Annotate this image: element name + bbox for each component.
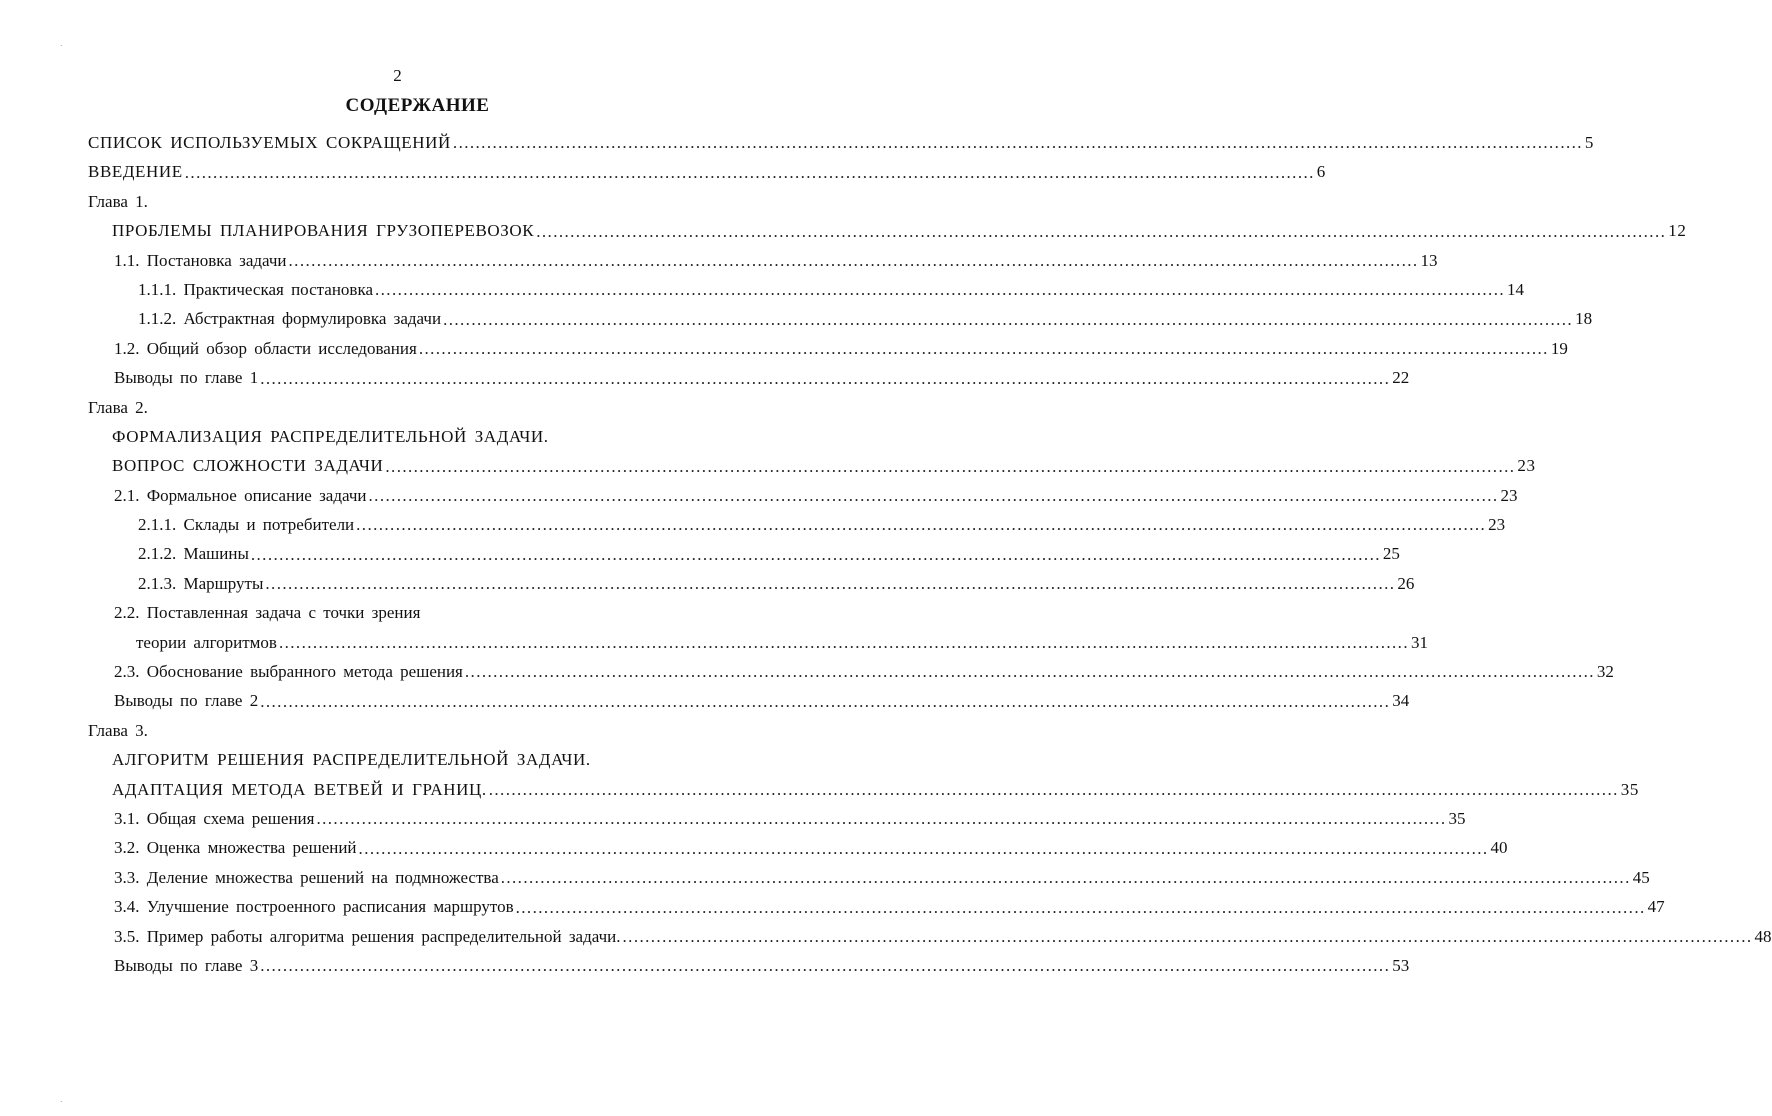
toc-entry-label: теории алгоритмов [136,632,277,652]
toc-entry-page: 19 [1550,338,1568,358]
dot-leader: ........................................................................................................................................................................................................ [358,838,1489,858]
toc-entry-page: 22 [1392,368,1410,388]
toc-entry-section[interactable] [88,657,1614,686]
toc-entry-page: 32 [1596,662,1614,682]
toc-entry-label: АЛГОРИТМ РЕШЕНИЯ РАСПРЕДЕЛИТЕЛЬНОЙ ЗАДАЧИ. [112,750,591,770]
toc-entry-abbreviations[interactable] [88,128,1595,157]
toc-entry-label: ПРОБЛЕМЫ ПЛАНИРОВАНИЯ ГРУЗОПЕРЕВОЗОК [112,221,535,241]
toc-entry-label: Глава 1. [88,191,148,211]
toc-entry-chapter-title-line [88,422,752,451]
toc-entry-chapter-title[interactable] [88,216,1687,245]
toc-entry-section-line [88,598,752,627]
toc-chapter-heading [88,393,752,422]
toc-entry-section[interactable] [88,833,1508,862]
dot-leader: ........................................................................................................................................................................................................ [316,809,1447,829]
dot-leader: ........................................................................................................................................................................................................ [385,456,1516,476]
toc-entry-section[interactable] [88,334,1568,363]
toc-entry-page: 5 [1584,133,1595,152]
toc-entry-page: 25 [1382,544,1400,564]
dot-leader: ........................................................................................................................................................................................................ [536,221,1667,241]
toc-entry-label: 3.1. Общая схема решения [114,808,315,828]
toc-entry-label: 2.2. Поставленная задача с точки зрения [114,603,421,623]
toc-entry-subsection[interactable] [88,304,1593,333]
toc-entry-page: 48 [1754,926,1772,946]
toc-entry-page: 45 [1632,867,1650,887]
toc-entry-page: 6 [1316,162,1326,182]
toc-entry-subsection[interactable] [88,569,1415,598]
toc-entry-label: 2.1.1. Склады и потребители [138,515,355,535]
dot-leader: ........................................................................................................................................................................................................ [184,162,1315,182]
toc-entry-conclusions[interactable] [88,686,1410,715]
toc-entry-label: 2.3. Обоснование выбранного метода решения [114,662,463,682]
toc-entry-label: 2.1. Формальное описание задачи [114,485,367,505]
toc-entry-subsection[interactable] [88,275,1524,304]
toc-entry-label: 1.1.2. Абстрактная формулировка задачи [138,309,442,329]
toc-entry-page: 14 [1507,279,1524,299]
toc-chapter-heading [88,187,752,216]
dot-leader: ........................................................................................................................................................................................................ [622,926,1753,946]
toc-entry-section[interactable] [88,804,1466,833]
toc-entry-page: 35 [1448,808,1466,828]
toc-entry-label: СПИСОК ИСПОЛЬЗУЕМЫХ СОКРАЩЕНИЙ [88,133,451,152]
dot-leader: ........................................................................................................................................................................................................ [464,662,1595,682]
toc-entry-label: 1.2. Общий обзор области исследования [114,338,417,358]
toc-entry-section[interactable] [88,863,1650,892]
dot-leader: ........................................................................................................................................................................................................ [356,515,1487,535]
toc-entry-label: 3.3. Деление множества решений на подмножества [114,867,499,887]
toc-entry-section[interactable] [88,628,1428,657]
scan-speck: · [60,42,63,50]
dot-leader: ........................................................................................................................................................................................................ [375,280,1505,300]
dot-leader: ........................................................................................................................................................................................................ [265,574,1396,594]
dot-leader: ........................................................................................................................................................................................................ [443,309,1574,329]
dot-leader: ........................................................................................................................................................................................................ [250,544,1381,564]
toc-entry-section[interactable] [88,922,1772,951]
dot-leader: ........................................................................................................................................................................................................ [368,486,1499,506]
toc-entry-subsection[interactable] [88,510,1506,539]
scan-speck: · [60,1098,63,1106]
toc-entry-label: 3.5. Пример работы алгоритма решения распределительной задачи. [114,926,621,946]
toc-entry-page: 23 [1488,515,1506,535]
dot-leader: ........................................................................................................................................................................................................ [260,368,1391,388]
toc-entry-chapter-title[interactable] [88,451,1536,480]
toc-entry-page: 31 [1410,632,1428,652]
dot-leader: ........................................................................................................................................................................................................ [278,633,1409,653]
toc-entry-page: 13 [1420,250,1438,270]
toc-entry-chapter-title-line [88,745,752,774]
toc-entry-section[interactable] [88,246,1438,275]
toc-entry-page: 53 [1392,955,1410,975]
dot-leader: ........................................................................................................................................................................................................ [260,691,1391,711]
toc-entry-label: Выводы по главе 3 [114,955,259,975]
toc-entry-label: 1.1.1. Практическая постановка [138,279,373,299]
toc-entry-page: 40 [1490,838,1508,858]
dot-leader: ........................................................................................................................................................................................................ [500,868,1631,888]
toc-entry-page: 34 [1392,691,1410,711]
toc-entry-introduction[interactable] [88,157,1326,186]
toc-entry-page: 23 [1500,485,1518,505]
toc-entry-page: 26 [1397,573,1415,593]
toc-entry-subsection[interactable] [88,539,1400,568]
toc-entry-label: ВОПРОС СЛОЖНОСТИ ЗАДАЧИ [112,456,384,476]
toc-entry-label: Глава 2. [88,397,148,417]
page-number: 2 [393,66,402,85]
toc-entry-label: 3.2. Оценка множества решений [114,838,357,858]
toc-entry-label: Выводы по главе 1 [114,368,259,388]
toc-entry-section[interactable] [88,892,1665,921]
toc-entry-section[interactable] [88,481,1518,510]
toc-entry-page: 35 [1620,779,1639,799]
toc-entry-page: 18 [1575,309,1593,329]
toc-entry-page: 12 [1668,221,1687,241]
dot-leader: ........................................................................................................................................................................................................ [452,133,1583,153]
toc-entry-label: ВВЕДЕНИЕ [88,162,183,182]
toc-entry-label: Выводы по главе 2 [114,691,259,711]
toc-entry-conclusions[interactable] [88,363,1410,392]
toc-entry-conclusions[interactable] [88,951,1410,980]
dot-leader: ........................................................................................................................................................................................................ [488,779,1619,799]
toc-chapter-heading [88,716,752,745]
toc-entry-page: 47 [1647,897,1665,917]
toc-entry-label: 3.4. Улучшение построенного расписания маршрутов [114,897,514,917]
toc-entry-chapter-title[interactable] [88,775,1639,804]
toc-entry-label: 1.1. Постановка задачи [114,250,287,270]
dot-leader: ........................................................................................................................................................................................................ [260,956,1391,976]
table-of-contents [88,128,1772,980]
dot-leader: ........................................................................................................................................................................................................ [515,897,1646,917]
dot-leader: ........................................................................................................................................................................................................ [418,339,1549,359]
toc-entry-label: Глава 3. [88,720,148,740]
toc-entry-label: ФОРМАЛИЗАЦИЯ РАСПРЕДЕЛИТЕЛЬНОЙ ЗАДАЧИ. [112,426,549,446]
dot-leader: ........................................................................................................................................................................................................ [288,250,1419,270]
toc-entry-label: 2.1.2. Машины [138,544,249,564]
toc-entry-label: 2.1.3. Маршруты [138,573,264,593]
page-title: СОДЕРЖАНИЕ [345,95,490,116]
toc-entry-page: 23 [1517,456,1536,476]
toc-entry-label: АДАПТАЦИЯ МЕТОДА ВЕТВЕЙ И ГРАНИЦ. [112,779,487,799]
